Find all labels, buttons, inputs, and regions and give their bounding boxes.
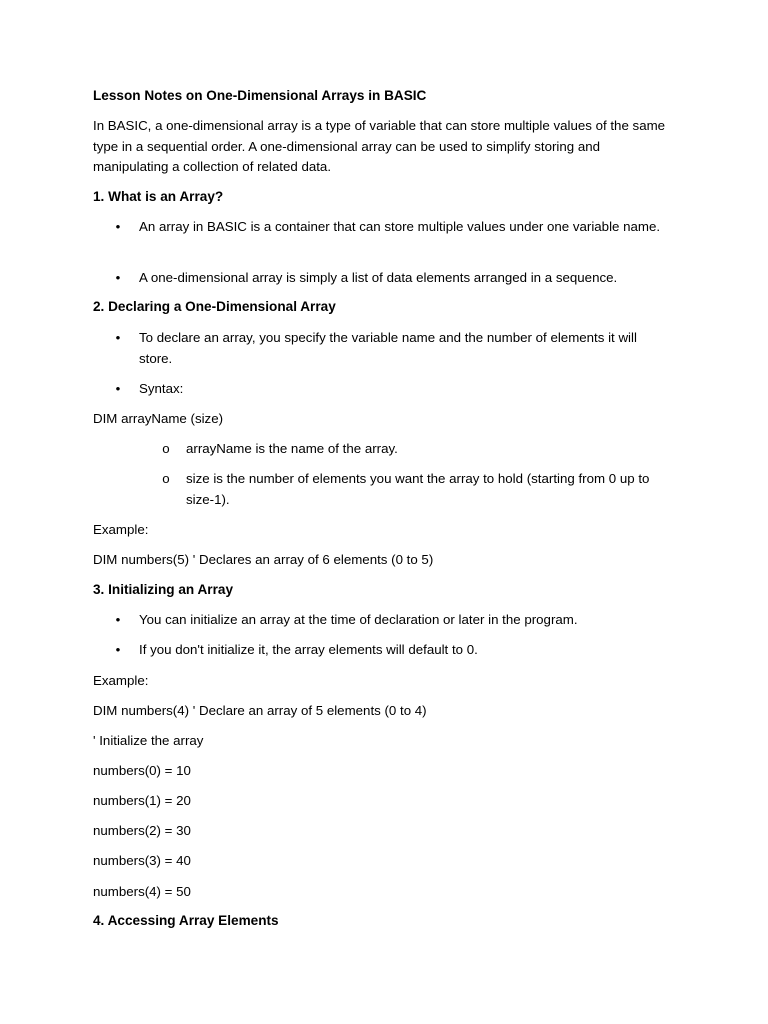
code-line: numbers(2) = 30 [93,823,191,838]
bullet-text: A one-dimensional array is simply a list of data elements arranged in a sequence. [139,270,618,285]
code-line: numbers(4) = 50 [93,884,191,899]
bullet-icon: • [115,330,121,345]
bullet-item [113,328,673,369]
sub-bullet-text: arrayName is the name of the array. [186,441,398,456]
sub-bullet-icon: o [162,441,170,456]
bullet-text: Syntax: [139,381,184,396]
bullet-item [113,268,673,289]
code-line: DIM numbers(5) ' Declares an array of 6 elements (0 to 5) [93,552,434,567]
example-label: Example: [93,673,149,688]
bullet-icon: • [115,219,121,234]
sub-bullet-text: size is the number of elements you want the array to hold (starting from 0 up to size-1). [186,471,650,507]
code-line: numbers(0) = 10 [93,763,191,778]
bullet-icon: • [115,642,121,657]
bullet-item [113,217,673,238]
bullet-icon: • [115,612,121,627]
bullet-text: You can initialize an array at the time of declaration or later in the program. [139,612,578,627]
bullet-icon: • [115,381,121,396]
sub-bullet-item [161,439,681,460]
code-line: DIM numbers(4) ' Declare an array of 5 elements (0 to 4) [93,703,427,718]
section-1-heading: 1. What is an Array? [93,189,224,204]
example-label: Example: [93,522,149,537]
sub-bullet-icon: o [162,471,170,486]
bullet-text: If you don't initialize it, the array elements will default to 0. [139,642,478,657]
code-line: numbers(3) = 40 [93,853,191,868]
section-2-heading: 2. Declaring a One-Dimensional Array [93,299,336,314]
bullet-text: An array in BASIC is a container that can store multiple values under one variable name. [139,219,661,234]
bullet-item [113,640,673,661]
bullet-text: To declare an array, you specify the variable name and the number of elements it will store. [139,330,637,366]
intro-paragraph: In BASIC, a one-dimensional array is a type of variable that can store multiple values of the same type in a sequential order. A one-dimensional array can be used to simplify storing and manipulating a collection of related data. [93,118,666,174]
syntax-line: DIM arrayName (size) [93,411,224,426]
bullet-icon: • [115,270,121,285]
code-line: ' Initialize the array [93,733,204,748]
bullet-item [113,610,673,631]
sub-bullet-item [161,469,681,510]
code-line: numbers(1) = 20 [93,793,191,808]
page-title: Lesson Notes on One-Dimensional Arrays in BASIC [93,88,427,103]
bullet-item [113,379,673,400]
section-4-heading: 4. Accessing Array Elements [93,913,279,928]
section-3-heading: 3. Initializing an Array [93,582,233,597]
